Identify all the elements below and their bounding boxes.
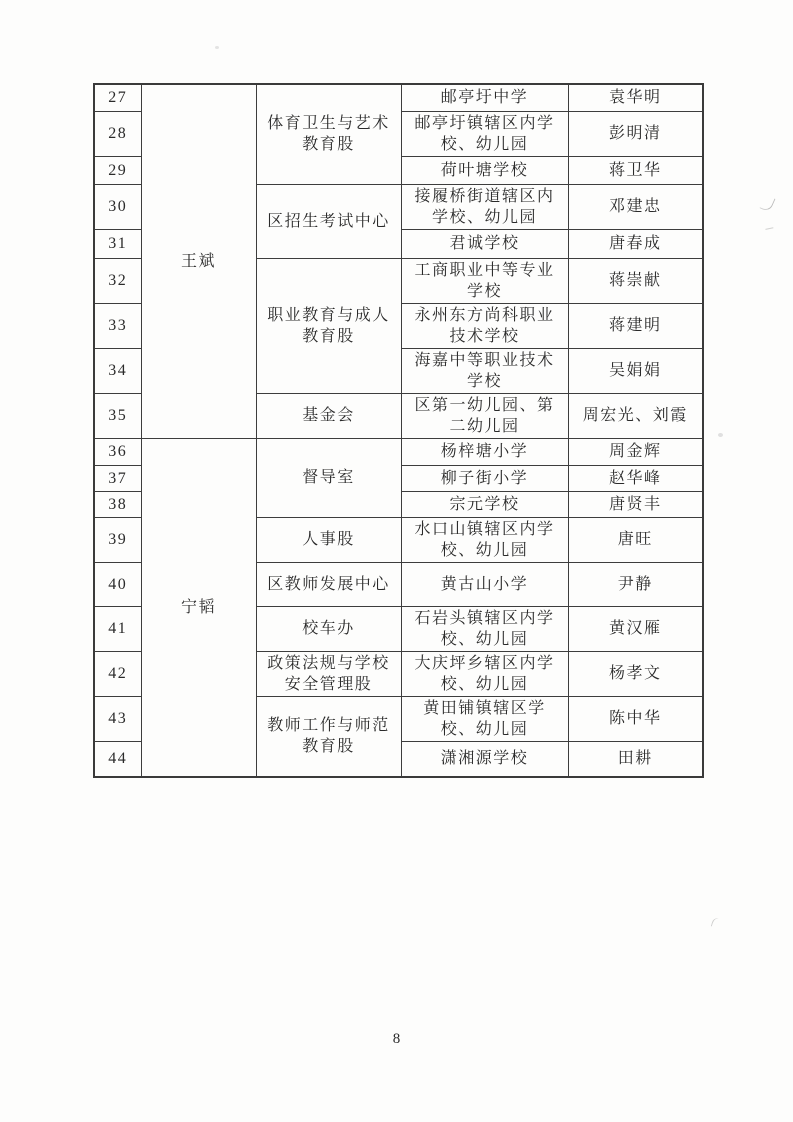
- row-number-cell: 36: [94, 438, 141, 465]
- scan-artifact: [765, 227, 774, 236]
- person-cell: 周金辉: [568, 438, 703, 465]
- person-cell: 尹静: [568, 562, 703, 606]
- person-cell: 杨孝文: [568, 651, 703, 696]
- scan-artifact: [759, 194, 775, 212]
- row-number-cell: 38: [94, 491, 141, 517]
- row-number-cell: 41: [94, 606, 141, 651]
- row-number-cell: 28: [94, 111, 141, 156]
- row-number-cell: 33: [94, 303, 141, 348]
- scan-artifact: [711, 917, 724, 930]
- person-cell: 邓建忠: [568, 184, 703, 229]
- department-cell: 区招生考试中心: [256, 184, 401, 258]
- school-cell: 黄古山小学: [401, 562, 568, 606]
- person-cell: 吴娟娟: [568, 348, 703, 393]
- person-cell: 黄汉雁: [568, 606, 703, 651]
- school-cell: 接履桥街道辖区内学校、幼儿园: [401, 184, 568, 229]
- person-cell: 田耕: [568, 741, 703, 777]
- row-number-cell: 27: [94, 84, 141, 111]
- scan-artifact: [718, 433, 723, 437]
- person-cell: 蒋崇献: [568, 258, 703, 303]
- table-row: [94, 438, 703, 465]
- row-number-cell: 31: [94, 229, 141, 258]
- person-cell: 周宏光、刘霞: [568, 393, 703, 438]
- department-cell: 督导室: [256, 438, 401, 517]
- department-cell: 政策法规与学校安全管理股: [256, 651, 401, 696]
- school-cell: 柳子街小学: [401, 465, 568, 491]
- row-number-cell: 34: [94, 348, 141, 393]
- leader-cell: 王斌: [141, 84, 256, 438]
- person-cell: 唐旺: [568, 517, 703, 562]
- row-number-cell: 39: [94, 517, 141, 562]
- scan-artifact: [215, 46, 219, 49]
- school-cell: 宗元学校: [401, 491, 568, 517]
- school-cell: 君诚学校: [401, 229, 568, 258]
- row-number-cell: 42: [94, 651, 141, 696]
- row-number-cell: 30: [94, 184, 141, 229]
- school-cell: 水口山镇辖区内学校、幼儿园: [401, 517, 568, 562]
- school-cell: 荷叶塘学校: [401, 156, 568, 184]
- department-cell: 基金会: [256, 393, 401, 438]
- person-cell: 赵华峰: [568, 465, 703, 491]
- person-cell: 彭明清: [568, 111, 703, 156]
- row-number-cell: 40: [94, 562, 141, 606]
- person-cell: 袁华明: [568, 84, 703, 111]
- school-cell: 工商职业中等专业学校: [401, 258, 568, 303]
- department-cell: 人事股: [256, 517, 401, 562]
- department-cell: 职业教育与成人教育股: [256, 258, 401, 393]
- table-row: [94, 84, 703, 111]
- row-number-cell: 32: [94, 258, 141, 303]
- row-number-cell: 44: [94, 741, 141, 777]
- department-cell: 体育卫生与艺术教育股: [256, 84, 401, 184]
- leader-cell: 宁韬: [141, 438, 256, 777]
- row-number-cell: 35: [94, 393, 141, 438]
- person-cell: 唐贤丰: [568, 491, 703, 517]
- school-cell: 大庆坪乡辖区内学校、幼儿园: [401, 651, 568, 696]
- school-cell: 邮亭圩中学: [401, 84, 568, 111]
- school-cell: 海嘉中等职业技术学校: [401, 348, 568, 393]
- department-cell: 区教师发展中心: [256, 562, 401, 606]
- school-cell: 永州东方尚科职业技术学校: [401, 303, 568, 348]
- person-cell: 唐春成: [568, 229, 703, 258]
- person-cell: 蒋建明: [568, 303, 703, 348]
- row-number-cell: 29: [94, 156, 141, 184]
- person-cell: 蒋卫华: [568, 156, 703, 184]
- school-cell: 邮亭圩镇辖区内学校、幼儿园: [401, 111, 568, 156]
- assignment-table: [93, 83, 704, 778]
- row-number-cell: 37: [94, 465, 141, 491]
- person-cell: 陈中华: [568, 696, 703, 741]
- school-cell: 潇湘源学校: [401, 741, 568, 777]
- school-cell: 区第一幼儿园、第二幼儿园: [401, 393, 568, 438]
- school-cell: 石岩头镇辖区内学校、幼儿园: [401, 606, 568, 651]
- school-cell: 黄田铺镇辖区学校、幼儿园: [401, 696, 568, 741]
- row-number-cell: 43: [94, 696, 141, 741]
- department-cell: 校车办: [256, 606, 401, 651]
- school-cell: 杨梓塘小学: [401, 438, 568, 465]
- department-cell: 教师工作与师范教育股: [256, 696, 401, 777]
- page-number: 8: [392, 1031, 401, 1047]
